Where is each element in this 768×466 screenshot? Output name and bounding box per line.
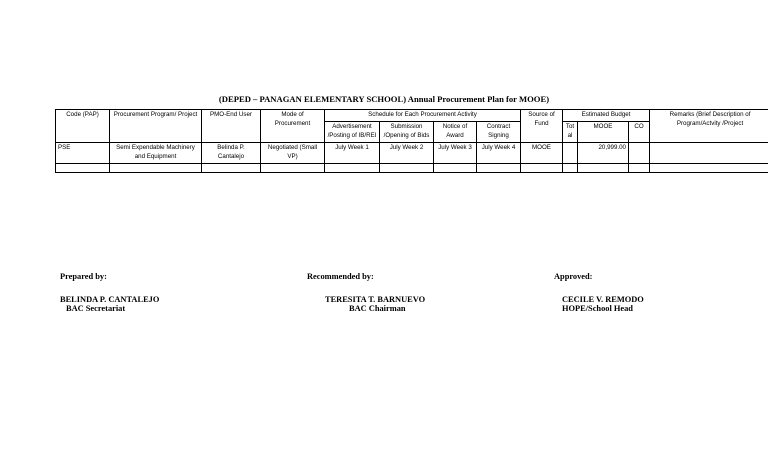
table-row <box>56 142 768 163</box>
recommended-by-position: BAC Chairman <box>349 304 406 313</box>
header-remarks: Remarks (Brief Description of Program/Actvity /Project <box>650 110 768 143</box>
cell-total <box>563 142 578 163</box>
header-end-user: PMO-End User <box>202 110 261 143</box>
cell-submission: July Week 2 <box>380 142 434 163</box>
cell-notice: July Week 3 <box>434 142 477 163</box>
cell-contract: July Week 4 <box>477 142 521 163</box>
header-mode: Mode of Procurement <box>261 110 325 143</box>
header-code: Code (PAP) <box>56 110 110 143</box>
recommended-by-name: TERESITA T. BARNUEVO <box>325 295 426 304</box>
prepared-by-position: BAC Secretariat <box>66 304 126 313</box>
header-mooe: MOOE <box>578 121 629 142</box>
header-source: Source of Fund <box>521 110 563 143</box>
header-row <box>56 110 768 122</box>
recommended-by-label: Recommended by: <box>307 272 374 281</box>
empty-table-row <box>56 163 768 172</box>
header-total: Tot al <box>563 121 578 142</box>
cell-remarks <box>650 142 768 163</box>
cell-code: PSE <box>56 142 110 163</box>
approved-label: Approved: <box>554 272 593 281</box>
cell-mode: Negotiated (Small VP) <box>261 142 325 163</box>
cell-mooe: 20,999.00 <box>578 142 629 163</box>
cell-advertisement: July Week 1 <box>325 142 380 163</box>
header-advertisement: Advertisement /Posting of IB/REI <box>325 121 380 142</box>
header-program: Procurement Program/ Project <box>110 110 202 143</box>
cell-end-user: Belinda P. Cantalejo <box>202 142 261 163</box>
approved-name: CECILE V. REMODO <box>562 295 644 304</box>
document-title: (DEPED – PANAGAN ELEMENTARY SCHOOL) Annual Procurement Plan for MOOE) <box>218 94 550 104</box>
approved-position: HOPE/School Head <box>562 304 633 313</box>
header-submission: Submission /Opening of Bids <box>380 121 434 142</box>
prepared-by-label: Prepared by: <box>60 272 107 281</box>
procurement-plan-table <box>55 109 768 173</box>
approved-block <box>554 272 644 313</box>
cell-co <box>629 142 650 163</box>
recommended-by-block <box>307 272 425 313</box>
prepared-by-block <box>60 272 159 313</box>
cell-source: MOOE <box>521 142 563 163</box>
header-notice: Notice of Award <box>434 121 477 142</box>
header-schedule: Schedule for Each Procurement Activity <box>325 110 521 122</box>
cell-program: Semi Expendable Machinery and Equipment <box>110 142 202 163</box>
prepared-by-name: BELINDA P. CANTALEJO <box>60 295 160 304</box>
header-co: CO <box>629 121 650 142</box>
header-budget: Estimated Budget <box>563 110 650 122</box>
header-contract: Contract Signing <box>477 121 521 142</box>
